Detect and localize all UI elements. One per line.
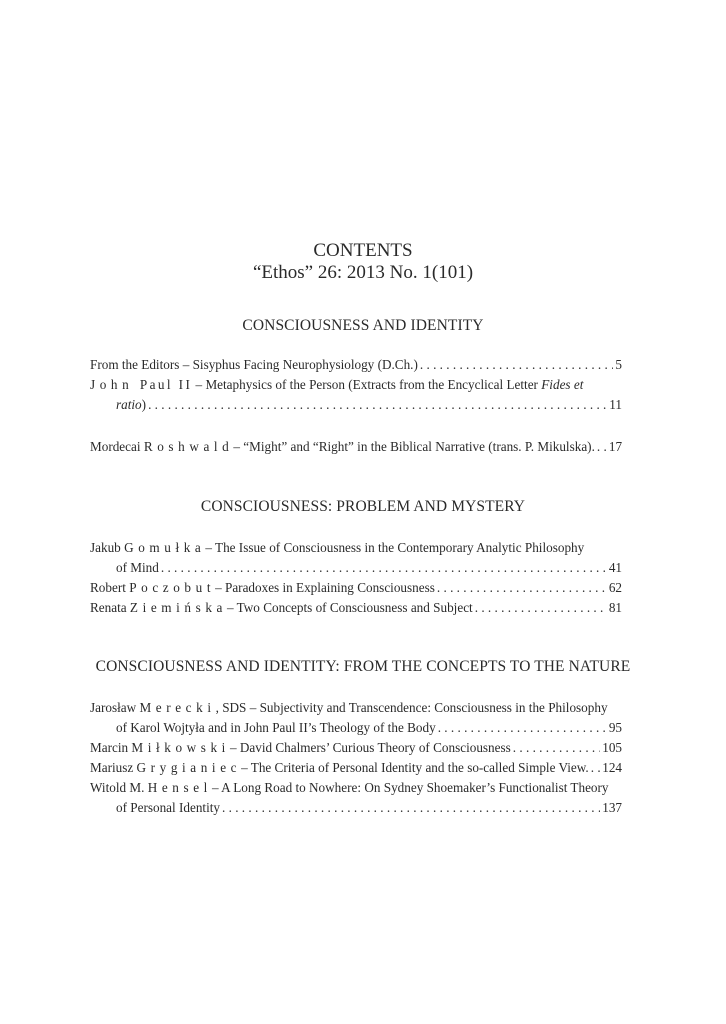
entry-author-first: Robert: [90, 580, 126, 595]
entry-author-first: Jakub: [90, 540, 121, 555]
page-number: 81: [608, 600, 622, 615]
page-number: 137: [602, 800, 622, 815]
entry-author: Ziemińska: [129, 600, 227, 615]
entry-title-italic: Fides et: [541, 377, 584, 392]
entry-title-cont: of Mind: [116, 560, 159, 575]
dot-leader: [597, 437, 607, 457]
entry-title: – The Criteria of Personal Identity and the so-called Simple View.: [241, 760, 589, 775]
toc-entry[interactable]: [90, 698, 622, 738]
entry-author-first: Mordecai: [90, 439, 141, 454]
entry-author-first: Witold M.: [90, 780, 145, 795]
toc-entry[interactable]: [90, 738, 622, 758]
section-title: CONSCIOUSNESS AND IDENTITY: [242, 317, 484, 334]
page-number: 62: [608, 580, 622, 595]
entry-title-italic-cont: ratio: [116, 397, 142, 412]
toc-entry[interactable]: [90, 778, 622, 818]
page-number: 17: [608, 439, 623, 454]
page-number: 41: [608, 560, 622, 575]
entry-title: – Two Concepts of Consciousness and Subject: [227, 600, 473, 615]
entry-title: – Metaphysics of the Person (Extracts from the Encyclical Letter: [195, 377, 538, 392]
entry-author: Gomułka: [124, 540, 206, 555]
page-number: 95: [608, 720, 622, 735]
contents-heading: CONTENTS: [313, 240, 413, 261]
entry-title: – Paradoxes in Explaining Consciousness: [215, 580, 435, 595]
entry-title: – A Long Road to Nowhere: On Sydney Shoemaker’s Functionalist Theory: [211, 780, 609, 795]
toc-entry[interactable]: [90, 375, 622, 415]
entry-author: From the Editors: [90, 357, 180, 372]
entry-author: Miłkowski: [131, 740, 230, 755]
entry-title-cont: ): [141, 397, 147, 412]
journal-issue: “Ethos” 26: 2013 No. 1(101): [252, 262, 474, 283]
entry-author: Paul II: [139, 377, 193, 392]
entry-title: – David Chalmers’ Curious Theory of Consciousness: [229, 740, 511, 755]
dot-leader: [438, 718, 607, 738]
entry-title: – The Issue of Consciousness in the Contemporary Analytic Philosophy: [205, 540, 585, 555]
entry-author-first: John: [90, 377, 134, 392]
entry-author-suffix: , SDS: [215, 700, 247, 715]
entry-author-first: Mariusz: [90, 760, 134, 775]
entry-title-cont: of Karol Wojtyła and in John Paul II’s Theology of the Body: [116, 720, 436, 735]
dot-leader: [591, 758, 600, 778]
entry-author: Merecki: [139, 700, 216, 715]
dot-leader: [513, 738, 600, 758]
entry-author: Grygianiec: [136, 760, 242, 775]
entry-author-first: Marcin: [90, 740, 129, 755]
page-number: 105: [602, 740, 622, 755]
entry-author-first: Jarosław: [90, 700, 137, 715]
dot-leader: [437, 578, 607, 598]
entry-author-first: Renata: [90, 600, 127, 615]
section-title: CONSCIOUSNESS: PROBLEM AND MYSTERY: [200, 498, 526, 515]
entry-author: Hensel: [147, 780, 212, 795]
dot-leader: [222, 798, 600, 818]
entry-title-cont: of Personal Identity: [116, 800, 221, 815]
toc-entry[interactable]: [90, 538, 622, 578]
page-number: 11: [609, 397, 622, 412]
section-title: CONSCIOUSNESS AND IDENTITY: FROM THE CONCEPTS TO THE NATURE: [95, 658, 631, 675]
toc-entry[interactable]: [90, 578, 622, 598]
entry-title: – “Might” and “Right” in the Biblical Narrative (trans. P. Mikulska).: [233, 439, 595, 454]
dot-leader: [148, 395, 607, 415]
entry-author: Roshwald: [143, 439, 234, 454]
toc-entry[interactable]: [90, 598, 622, 618]
dot-leader: [475, 598, 607, 618]
toc-entry[interactable]: [90, 437, 622, 457]
entry-title: – Subjectivity and Transcendence: Consciousness in the Philosophy: [249, 700, 608, 715]
dot-leader: [420, 355, 614, 375]
page-number: 5: [615, 357, 622, 372]
toc-entry[interactable]: [90, 758, 622, 778]
entry-title: – Sisyphus Facing Neurophysiology (D.Ch.): [182, 357, 418, 372]
entry-author: Poczobut: [129, 580, 216, 595]
toc-entry[interactable]: [90, 355, 622, 375]
page-number: 124: [602, 760, 622, 775]
dot-leader: [161, 558, 607, 578]
